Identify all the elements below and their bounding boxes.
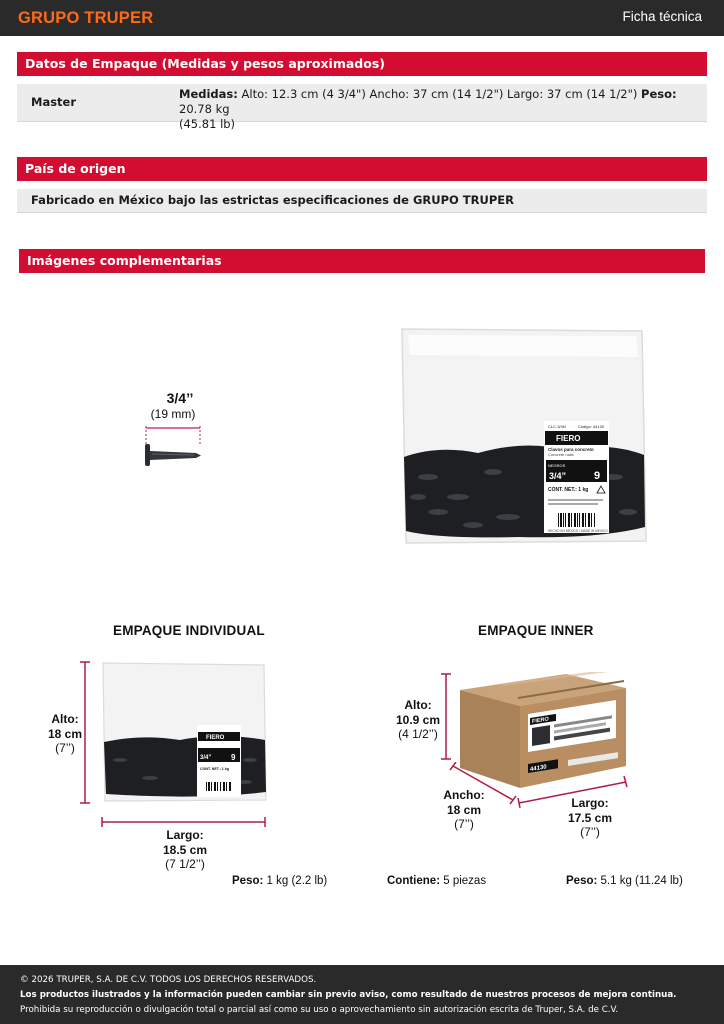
brand-logo: GRUPO TRUPER — [18, 9, 154, 27]
inner-alto-label: Alto: — [404, 698, 432, 712]
inner-largo-value: 17.5 cm — [567, 810, 613, 825]
inner-ancho — [439, 788, 489, 832]
individual-bag-gauge: 9 — [231, 753, 236, 762]
measures-value: Alto: 12.3 cm (4 3/4") Ancho: 37 cm (14 1/2") Largo: 37 cm (14 1/2") — [241, 87, 638, 101]
individual-largo-label: Largo: — [166, 828, 204, 842]
bag-label-line2: Concrete nails — [548, 452, 574, 457]
bag-label-color: NEGROS — [548, 463, 566, 468]
inner-ancho-value: 18 cm — [446, 802, 482, 817]
weight-label: Peso: — [641, 87, 677, 101]
origin-row — [17, 189, 707, 213]
product-bag-photo — [398, 327, 648, 545]
inner-alto-imperial: (4 1/2’’) — [398, 727, 438, 741]
inner-ancho-label: Ancho: — [443, 788, 485, 802]
individual-bag-photo — [100, 660, 268, 805]
individual-bag-brand: FIERO — [206, 735, 225, 741]
section-header-images: Imágenes complementarias — [19, 249, 705, 273]
top-bar — [0, 0, 724, 36]
bag-label-size: 3/4” — [549, 471, 567, 481]
individual-length-line — [100, 816, 268, 828]
individual-bag-size: 3/4” — [200, 755, 212, 761]
footer-notice: Los productos ilustrados y la información pueden cambiar sin previo aviso, como resultado de nuestros procesos de mejora continua. — [20, 990, 677, 1000]
bag-label-footer: HECHO EN MÉXICO / MADE IN MEXICO — [548, 529, 608, 533]
individual-weight-value: 1 kg (2.2 lb) — [266, 875, 328, 887]
inner-contents-value: 5 piezas — [443, 875, 487, 887]
individual-alto-imperial: (7’’) — [55, 741, 75, 755]
inner-alto — [393, 698, 443, 742]
bag-label-code-right: Código: 44130 — [578, 424, 605, 429]
nail-icon — [138, 420, 210, 472]
packaging-measures — [179, 87, 699, 132]
inner-weight-label: Peso: — [566, 875, 598, 887]
inner-alto-value: 10.9 cm — [395, 712, 441, 727]
bag-label-net: CONT. NET.: 1 kg — [548, 487, 589, 493]
inner-weight — [566, 875, 683, 887]
individual-largo-value: 18.5 cm — [162, 842, 208, 857]
individual-alto — [40, 712, 90, 756]
inner-weight-value: 5.1 kg (11.24 lb) — [600, 875, 683, 887]
packaging-row — [17, 84, 707, 131]
bag-label-brand: FIERO — [556, 434, 581, 443]
nail-size: 3/4’’ — [166, 390, 194, 406]
footer-copyright: © 2026 TRUPER, S.A. DE C.V. TODOS LOS DERECHOS RESERVADOS. — [20, 975, 317, 985]
individual-largo-imperial: (7 1/2’’) — [165, 857, 205, 871]
inner-box-brand: FIERO — [532, 716, 549, 725]
individual-largo — [150, 828, 220, 872]
weight-value: 20.78 kg — [179, 102, 230, 116]
document-type: Ficha técnica — [622, 9, 702, 24]
individual-bag-net: CONT. NET.: 1 kg — [200, 767, 229, 771]
nail-size-mm: (19 mm) — [150, 407, 196, 421]
inner-largo-label: Largo: — [571, 796, 609, 810]
individual-weight — [232, 875, 327, 887]
caption-individual: EMPAQUE INDIVIDUAL — [113, 623, 265, 638]
section-header-origin: País de origen — [17, 157, 707, 181]
measures-label: Medidas: — [179, 87, 238, 101]
inner-contents — [387, 875, 486, 887]
bag-label-code-left: CLC-3/4N — [548, 424, 566, 429]
footer — [0, 965, 724, 1024]
inner-contents-label: Contiene: — [387, 875, 441, 887]
individual-weight-label: Peso: — [232, 875, 264, 887]
packaging-row-label: Master — [31, 95, 77, 109]
inner-largo — [555, 796, 625, 840]
inner-box-code: 44130 — [530, 764, 547, 773]
bag-label-gauge: 9 — [594, 470, 601, 482]
caption-inner: EMPAQUE INNER — [478, 623, 594, 638]
bag-label-line1: Clavos para concreto — [548, 447, 594, 452]
individual-alto-value: 18 cm — [47, 726, 83, 741]
footer-legal: Prohibida su reproducción o divulgación total o parcial así como su uso o aprovechamiento sin autorización escrita de Truper, S.A. de C.V. — [20, 1005, 619, 1015]
inner-ancho-imperial: (7’’) — [454, 817, 474, 831]
origin-text: Fabricado en México bajo las estrictas especificaciones de GRUPO TRUPER — [31, 193, 514, 207]
inner-largo-imperial: (7’’) — [580, 825, 600, 839]
section-header-packaging: Datos de Empaque (Medidas y pesos aproximados) — [17, 52, 707, 76]
weight-value-imperial: (45.81 lb) — [179, 117, 236, 131]
individual-alto-label: Alto: — [51, 712, 79, 726]
